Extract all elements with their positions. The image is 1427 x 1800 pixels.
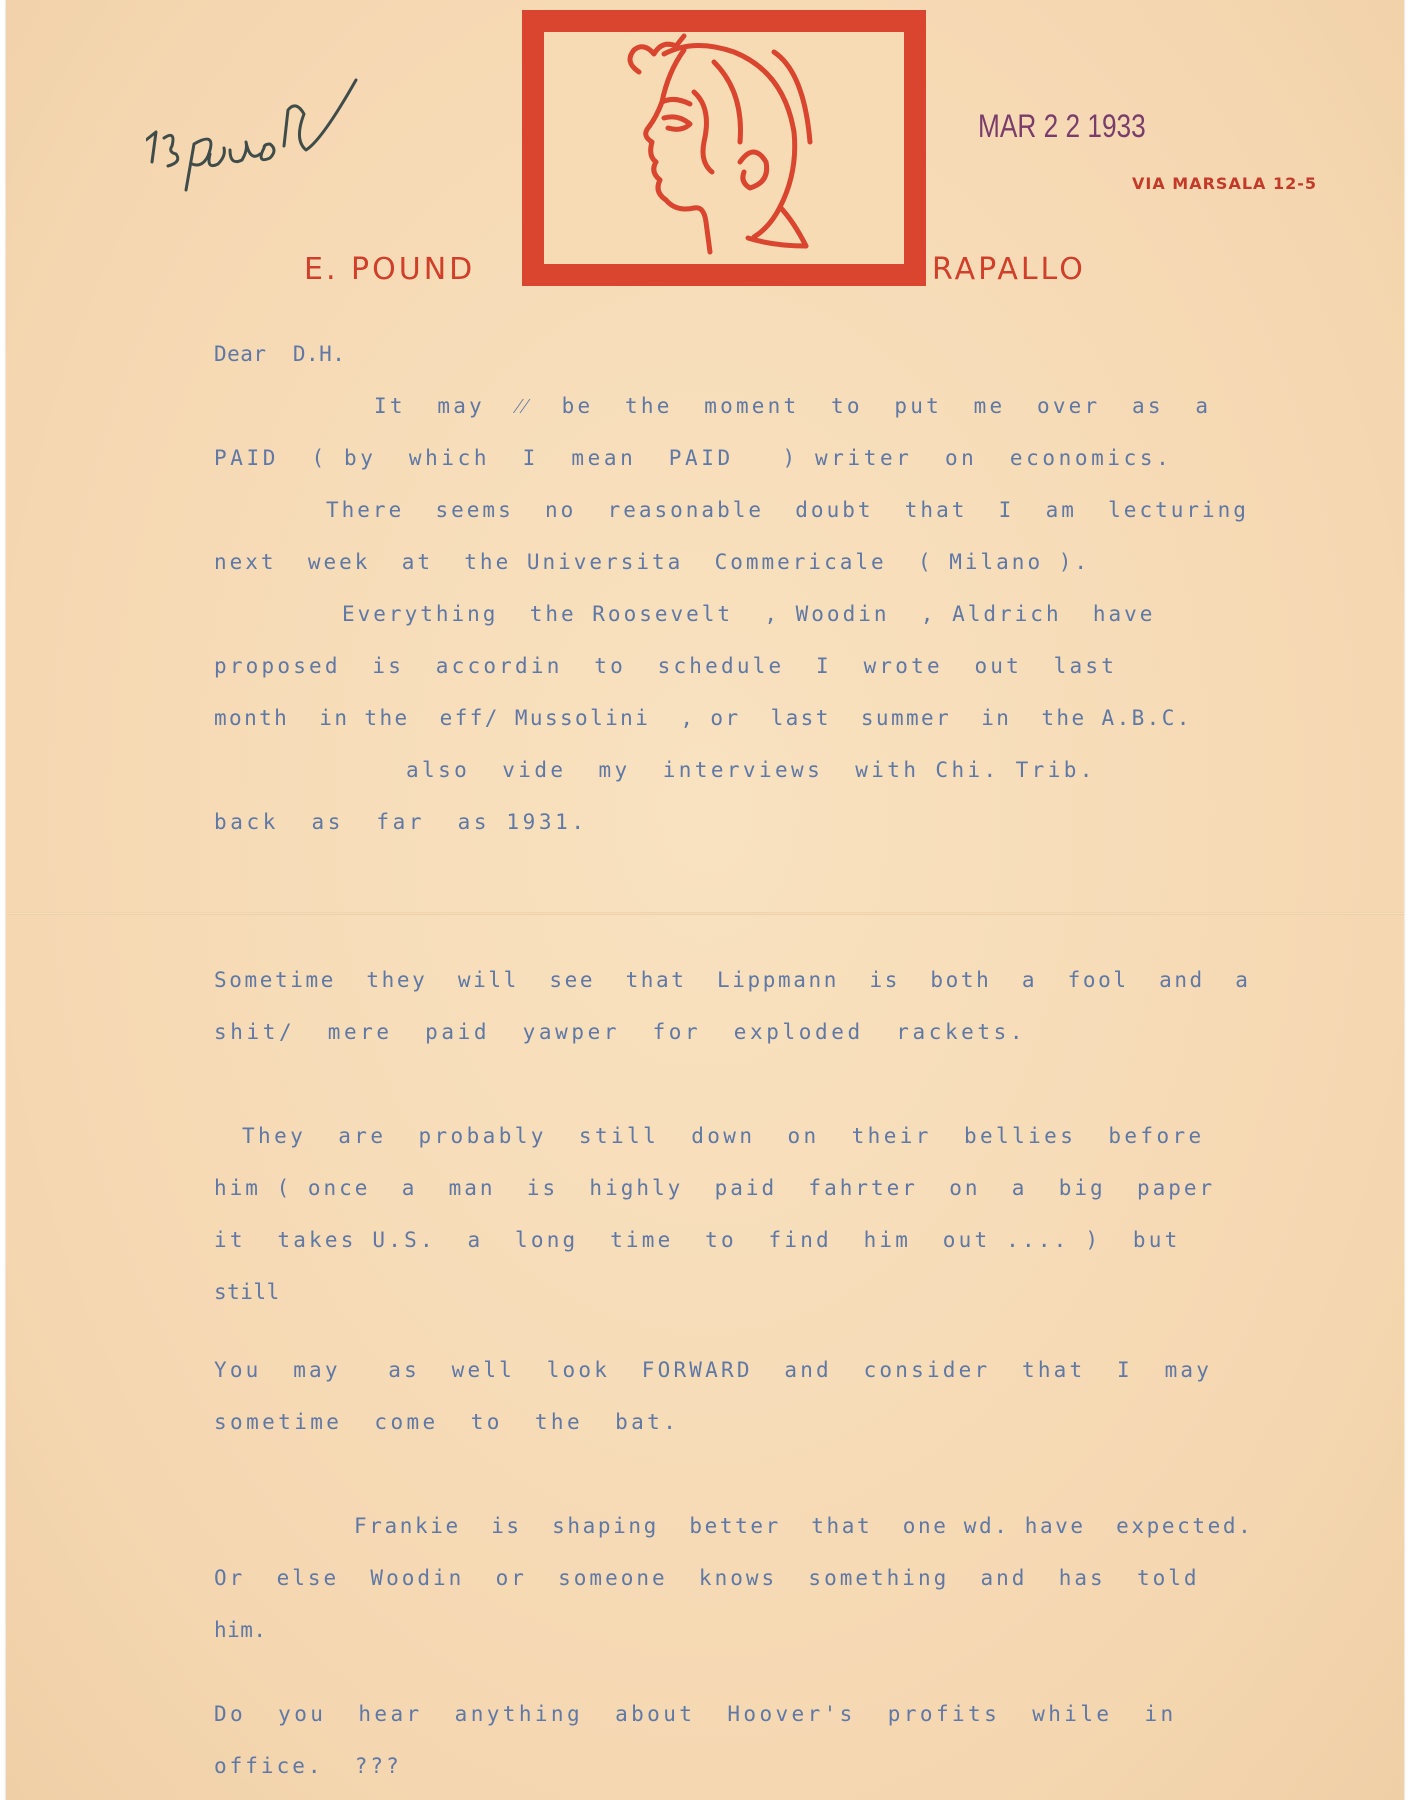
letter-line: next week at the Universita Commericale ( Milano ). [214,550,1091,574]
letter-line: him. [214,1618,267,1642]
letter-line: still [214,1280,280,1304]
letter-line: office. ??? [214,1754,402,1778]
letter-line: proposed is accordin to schedule I wrote out last [214,654,1118,678]
letter-line: Sometime they will see that Lippmann is both a fool and a [214,968,1251,992]
letter-line: him ( once a man is highly paid fahrter on a big paper [214,1176,1216,1200]
letter-line: You may as well look FORWARD and consider that I may [214,1358,1213,1382]
letter-line: back as far as 1931. [214,810,588,834]
received-date-stamp: MAR 2 2 1933 [978,108,1146,144]
letter-line: PAID ( by which I mean PAID ) writer on economics. [214,446,1173,470]
letter-line: also vide my interviews with Chi. Trib. [406,758,1096,782]
salutation: Dear D.H. [214,342,346,366]
letter-line: shit/ mere paid yawper for exploded rackets. [214,1020,1027,1044]
letter-line: They are probably still down on their bellies before [242,1124,1205,1148]
letter-line: it takes U.S. a long time to find him out .... ) but [214,1228,1181,1252]
letterhead-city: RAPALLO [932,252,1086,287]
letterhead-name: E. POUND [304,252,476,287]
letter-line: Or else Woodin or someone knows something and has told [214,1566,1200,1590]
letter-line: Frankie is shaping better that one wd. have expected. [354,1514,1254,1538]
letter-line: It may ⁄⁄ be the moment to put me over as a [374,394,1212,418]
letter-body [6,0,1404,1800]
letter-line: There seems no reasonable doubt that I am lecturing [326,498,1249,522]
letter-line: Do you hear anything about Hoover's profits while in [214,1702,1177,1726]
letter-line: Everything the Roosevelt , Woodin , Aldrich have [342,602,1156,626]
letter-page [6,0,1404,1800]
letter-line: sometime come to the bat. [214,1410,680,1434]
letter-line: month in the eff/ Mussolini , or last summer in the A.B.C. [214,706,1192,730]
letterhead-address: VIA MARSALA 12-5 [1132,174,1318,193]
